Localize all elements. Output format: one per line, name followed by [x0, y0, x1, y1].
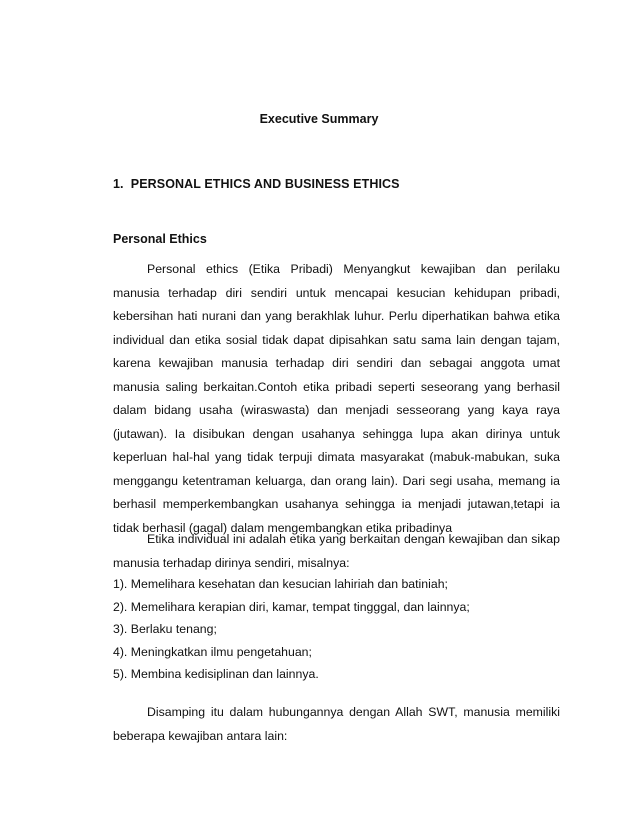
list-item: 4). Meningkatkan ilmu pengetahuan; — [113, 644, 312, 659]
obligations-list — [113, 573, 470, 686]
list-item: 1). Memelihara kesehatan dan kesucian lahiriah dan batiniah; — [113, 577, 448, 591]
paragraph-individual-ethics — [113, 528, 560, 575]
page-title: Executive Summary — [259, 112, 379, 126]
subsection-heading: Personal Ethics — [113, 232, 207, 246]
section-heading: 1. PERSONAL ETHICS AND BUSINESS ETHICS — [113, 177, 400, 191]
paragraph-personal-ethics — [113, 258, 560, 540]
paragraph-3-text: Disamping itu dalam hubungannya dengan Allah SWT, manusia memiliki beberapa kewajiban antara lain: — [113, 705, 560, 743]
list-item: 2). Memelihara kerapian diri, kamar, tempat tingggal, dan lainnya; — [113, 599, 470, 614]
paragraph-2-text: Etika individual ini adalah etika yang berkaitan dengan kewajiban dan sikap manusia terhadap dirinya sendiri, misalnya: — [113, 532, 560, 570]
list-item: 3). Berlaku tenang; — [113, 622, 217, 636]
list-item: 5). Membina kedisiplinan dan lainnya. — [113, 667, 319, 681]
paragraph-relationship-god — [113, 701, 560, 748]
paragraph-1-text: Personal ethics (Etika Pribadi) Menyangkut kewajiban dan perilaku manusia terhadap diri sendiri untuk mencapai kesucian kehidupan pribadi, kebersihan hati nurani dan yang berakhlak luhur. Perlu diperhatikan bahwa etika individual dan etika sosial tidak dapat dipisahkan satu sama lain dengan tajam, karena kewajiban manusia terhadap diri sendiri dan sebagai anggota umat manusia saling berkaitan.Contoh etika pribadi seperti seseorang yang berhasil dalam bidang usaha (wiraswasta) dan menjadi sesseorang yang kaya raya (jutawan). Ia disibukan dengan usahanya sehingga lupa akan dirinya untuk keperluan hal-hal yang tidak terpuji dimata masyarakat (mabuk-mabukan, suka menggangu ketentraman keluarga, dan orang lain). Dari segi usaha, memang ia berhasil memperkembangkan usahanya sehingga ia menjadi jutawan,tetapi ia tidak berhasil (gagal) dalam mengembangkan etika pribadinya — [113, 262, 560, 535]
